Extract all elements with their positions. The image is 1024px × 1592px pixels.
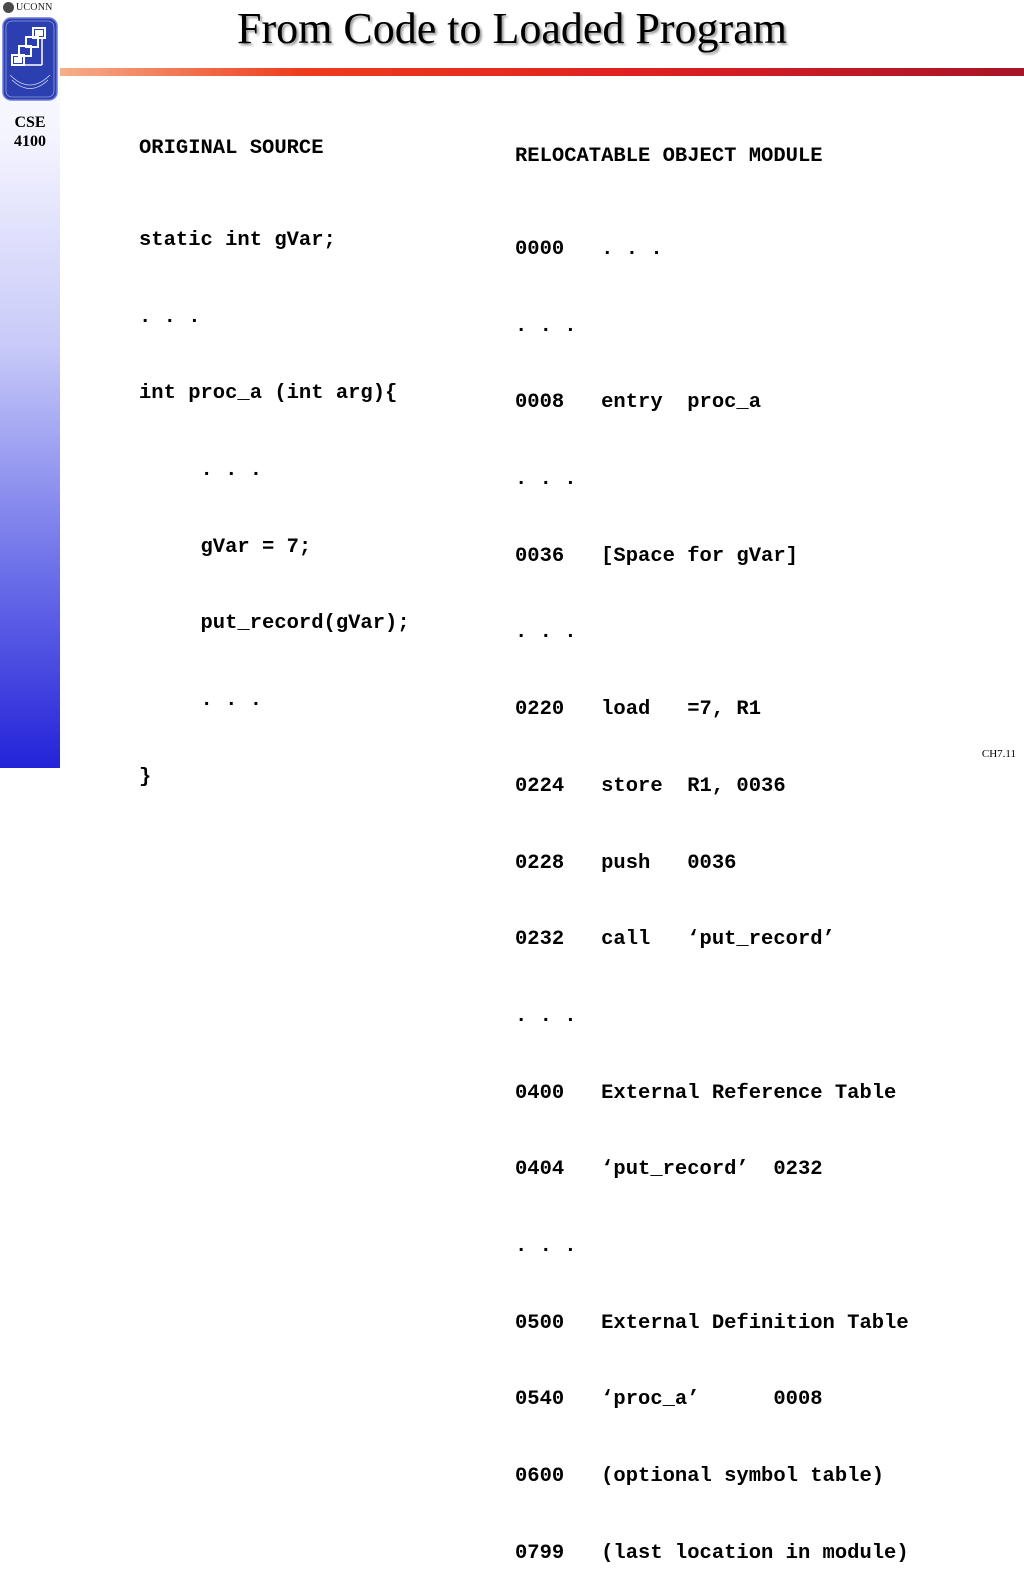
object-line: 0036 [Space for gVar] — [515, 544, 798, 568]
source-line: static int gVar; — [139, 229, 336, 252]
course-department: CSE — [14, 114, 46, 131]
object-line: . . . — [515, 468, 577, 492]
object-line: . . . — [515, 1004, 577, 1028]
course-number: 4100 — [14, 133, 46, 150]
source-line: . . . — [139, 459, 263, 483]
object-line: 0000 . . . — [515, 238, 663, 261]
source-line: int proc_a (int arg){ — [139, 382, 398, 406]
object-line: . . . — [515, 1234, 577, 1258]
object-line: . . . — [515, 621, 577, 645]
object-line: 0600 (optional symbol table) — [515, 1465, 885, 1488]
uconn-seal-icon — [3, 2, 14, 13]
object-line: 0500 External Definition Table — [515, 1311, 909, 1335]
computer-science-and-engineering-logo-icon — [2, 17, 58, 101]
course-code — [0, 113, 60, 151]
slide-title: From Code to Loaded Program — [237, 4, 787, 53]
source-line: } — [139, 765, 152, 789]
object-line: 0799 (last location in module) — [515, 1541, 909, 1565]
source-line: gVar = 7; — [139, 535, 312, 559]
object-line: 0228 push 0036 — [515, 851, 737, 875]
object-line: 0404 ‘put_record’ 0232 — [515, 1158, 823, 1182]
source-line: . . . — [139, 305, 201, 329]
source-code-block — [139, 180, 410, 817]
object-module-listing — [515, 189, 909, 1592]
source-line: . . . — [139, 689, 263, 713]
object-line: 0220 load =7, R1 — [515, 698, 762, 722]
object-line: 0540 ‘proc_a’ 0008 — [515, 1388, 823, 1412]
title-divider — [60, 68, 1024, 76]
source-line: put_record(gVar); — [139, 612, 410, 636]
object-line: 0400 External Reference Table — [515, 1081, 897, 1105]
object-line: . . . — [515, 314, 577, 338]
source-heading: ORIGINAL SOURCE — [139, 137, 324, 160]
institution-name: UCONN — [16, 1, 53, 13]
sidebar — [0, 0, 60, 768]
object-line: 0224 store R1, 0036 — [515, 774, 786, 798]
object-module-heading: RELOCATABLE OBJECT MODULE — [515, 145, 823, 168]
object-line: 0008 entry proc_a — [515, 391, 762, 415]
uconn-mark — [3, 0, 53, 14]
slide-number: CH7.11 — [981, 748, 1016, 760]
object-line: 0232 call ‘put_record’ — [515, 928, 835, 952]
